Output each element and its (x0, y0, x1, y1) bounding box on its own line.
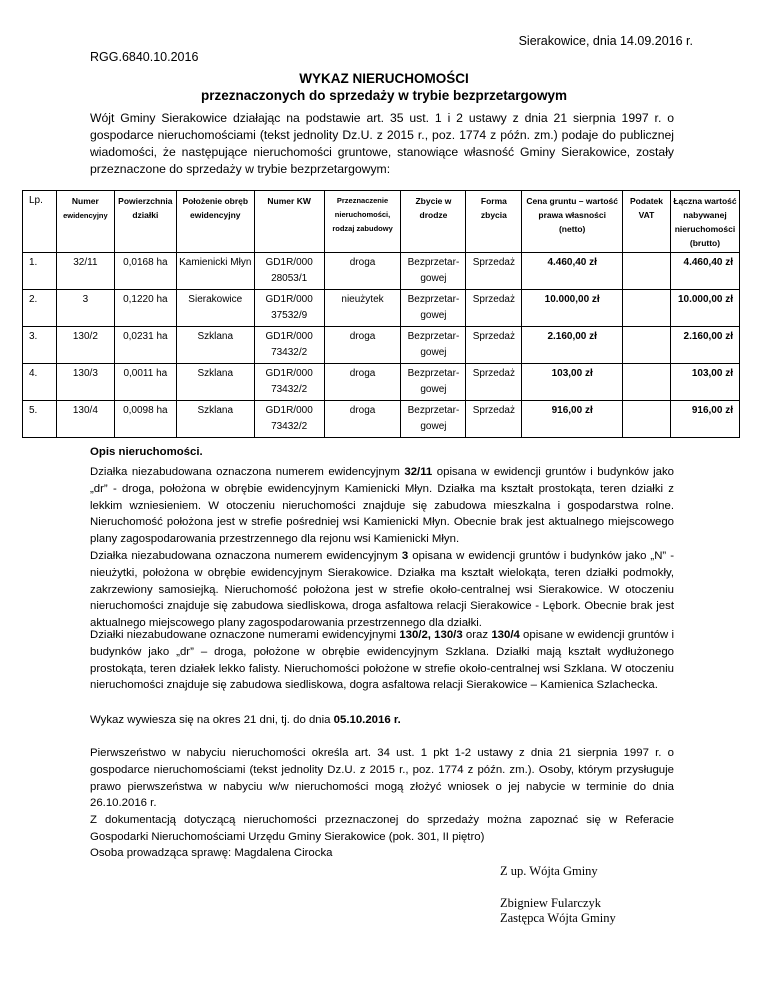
cell-vat (623, 364, 671, 401)
cell-cena: 4.460,40 zł (522, 253, 623, 290)
cell-powierzchnia: 0,1220 ha (114, 290, 176, 327)
table-row (23, 327, 740, 364)
signature-authority: Z up. Wójta Gminy (500, 864, 598, 878)
header-laczna: Łączna wartość nabywanej nieruchomości (brutto) (670, 191, 739, 253)
cell-przeznaczenie: nieużytek (324, 290, 401, 327)
cell-kw: GD1R/000 37532/9 (254, 290, 324, 327)
opis-paragraph-3: Działki niezabudowane oznaczone numerami ewidencyjnymi 130/2, 130/3 oraz 130/4 opisane w ewidencji gruntów i budynków jako „dr” – droga, położone w obrębie ewidencyjnym Szklana. Działki mają kształt wydłużonego prostokąta, teren działek lekko falisty. Nieruchomości położone w strefie około-centralnej wsi Szklana. W otoczeniu nieruchomości znajduje się zabudowa siedliskowa, dogra asfaltowa relacji Sierakowice – Kamienica Szlachecka. (90, 629, 674, 692)
cell-vat (623, 401, 671, 438)
cell-kw: GD1R/000 73432/2 (254, 327, 324, 364)
cell-vat (623, 327, 671, 364)
cell-polozenie: Sierakowice (176, 290, 254, 327)
cell-zbycie: Bezprzetar- gowej (401, 327, 466, 364)
cell-zbycie: Bezprzetar- gowej (401, 290, 466, 327)
table-row (23, 253, 740, 290)
cell-cena: 2.160,00 zł (522, 327, 623, 364)
signature-position: Zastępca Wójta Gminy (500, 911, 616, 925)
cell-kw: GD1R/000 73432/2 (254, 364, 324, 401)
title-line-1: WYKAZ NIERUCHOMOŚCI (299, 71, 469, 86)
cell-numer: 130/4 (56, 401, 114, 438)
dokumentacja-paragraph: Z dokumentacją dotyczącą nieruchomości przeznaczonej do sprzedaży można zapoznać się w Referacie Gospodarki Nieruchomościami Urzędu Gminy Sierakowice (pok. 301, II piętro) (90, 814, 674, 843)
header-polozenie: Położenie obręb ewidencyjny (176, 191, 254, 253)
cell-polozenie: Szklana (176, 401, 254, 438)
cell-laczna: 10.000,00 zł (670, 290, 739, 327)
cell-powierzchnia: 0,0168 ha (114, 253, 176, 290)
cell-lp: 5. (23, 401, 57, 438)
header-przeznaczenie: Przeznaczenie nieruchomości, rodzaj zabudowy (324, 191, 401, 253)
cell-polozenie: Kamienicki Młyn (176, 253, 254, 290)
cell-forma: Sprzedaż (466, 401, 522, 438)
wykaz-notice: Wykaz wywiesza się na okres 21 dni, tj. do dnia 05.10.2016 r. (90, 714, 401, 726)
header-zbycie: Zbycie w drodze (401, 191, 466, 253)
cell-vat (623, 290, 671, 327)
cell-laczna: 4.460,40 zł (670, 253, 739, 290)
cell-polozenie: Szklana (176, 364, 254, 401)
cell-zbycie: Bezprzetar- gowej (401, 364, 466, 401)
property-table (22, 190, 740, 438)
cell-lp: 4. (23, 364, 57, 401)
reference-number: RGG.6840.10.2016 (90, 50, 199, 64)
cell-kw: GD1R/000 28053/1 (254, 253, 324, 290)
cell-numer: 130/3 (56, 364, 114, 401)
cell-cena: 103,00 zł (522, 364, 623, 401)
title-line-2: przeznaczonych do sprzedaży w trybie bezprzetargowym (200, 88, 568, 103)
cell-polozenie: Szklana (176, 327, 254, 364)
cell-przeznaczenie: droga (324, 364, 401, 401)
opis-paragraph-2: Działka niezabudowana oznaczona numerem ewidencyjnym 3 opisana w ewidencji gruntów i budynków jako „N” - nieużytki, położona w obrębie ewidencyjnym Sierakowice. Działka ma kształt wielokąta, teren działki podmokły, zakrzewiony samosiejką. Nieruchomość położona jest w strefie około-centralnej wsi Sierakowice. W otoczeniu nieruchomości znajduje się zabudowa siedliskowa, droga asfaltowa relacji Sierakowice - Lębork. Obecnie brak jest aktualnego miejscowego plany zagospodarowania przestrzennego dla działki. (90, 550, 675, 630)
cell-zbycie: Bezprzetar- gowej (401, 401, 466, 438)
cell-powierzchnia: 0,0231 ha (114, 327, 176, 364)
header-kw: Numer KW (254, 191, 324, 253)
cell-laczna: 916,00 zł (670, 401, 739, 438)
header-vat: Podatek VAT (623, 191, 671, 253)
cell-numer: 130/2 (56, 327, 114, 364)
cell-powierzchnia: 0,0098 ha (114, 401, 176, 438)
document-title (0, 70, 768, 104)
cell-zbycie: Bezprzetar- gowej (401, 253, 466, 290)
cell-przeznaczenie: droga (324, 401, 401, 438)
table-row (23, 364, 740, 401)
table-row (23, 401, 740, 438)
header-forma: Forma zbycia (466, 191, 522, 253)
header-powierzchnia: Powierzchnia działki (114, 191, 176, 253)
opis-heading: Opis nieruchomości. (90, 446, 203, 458)
cell-lp: 2. (23, 290, 57, 327)
opis-paragraph-1: Działka niezabudowana oznaczona numerem ewidencyjnym 32/11 opisana w ewidencji gruntów i budynków jako „dr” - droga, położona w obrębie ewidencyjnym Kamienicki Młyn. Działka ma kształt prostokąta, teren działki z lekkim wzniesieniem. W otoczeniu nieruchomości znajduje się zabudowa mieszkalna i gospodarstwa rolne. Nieruchomość położona jest w strefie pośredniej wsi Kamienicki Młyn. Obecnie brak jest aktualnego miejscowego plany zagospodarowania przestrzennego dla rejonu wsi Kamienicki Młyn. (90, 466, 674, 546)
cell-cena: 10.000,00 zł (522, 290, 623, 327)
table-row (23, 290, 740, 327)
intro-paragraph: Wójt Gminy Sierakowice działając na podstawie art. 35 ust. 1 i 2 ustawy z dnia 21 sierpnia 1997 r. o gospodarce nieruchomościami (tekst jednolity Dz.U. z 2015 r., poz. 1774 z późn. zm.) podaje do publicznej wiadomości, że następujące nieruchomości gruntowe, stanowiące własność Gminy Sierakowice, zostały przeznaczone do sprzedaży w trybie bezprzetargowym: (90, 111, 674, 176)
cell-numer: 32/11 (56, 253, 114, 290)
cell-forma: Sprzedaż (466, 290, 522, 327)
header-numer: Numer ewidencyjny (56, 191, 114, 253)
signature-name: Zbigniew Fularczyk (500, 896, 602, 910)
cell-forma: Sprzedaż (466, 327, 522, 364)
pierwszenstwo-paragraph: Pierwszeństwo w nabyciu nieruchomości określa art. 34 ust. 1 pkt 1-2 ustawy z dnia 21 sierpnia 1997 r. o gospodarce nieruchomościami (tekst jednolity Dz.U. z 2015 r., poz. 1774 z późn. zm.). Osoby, którym przysługuje prawo pierwszeństwa w nabyciu w/w nieruchomości mogą złożyć wniosek o jej nabycie w terminie do dnia 26.10.2016 r. (90, 747, 674, 810)
osoba-prowadzaca: Osoba prowadząca sprawę: Magdalena Cirocka (90, 847, 333, 859)
cell-forma: Sprzedaż (466, 253, 522, 290)
cell-lp: 3. (23, 327, 57, 364)
header-lp: Lp. (23, 191, 57, 253)
cell-lp: 1. (23, 253, 57, 290)
cell-forma: Sprzedaż (466, 364, 522, 401)
cell-vat (623, 253, 671, 290)
cell-numer: 3 (56, 290, 114, 327)
header-cena: Cena gruntu – wartość prawa własności (netto) (522, 191, 623, 253)
cell-laczna: 103,00 zł (670, 364, 739, 401)
table-header-row (23, 191, 740, 253)
cell-kw: GD1R/000 73432/2 (254, 401, 324, 438)
cell-powierzchnia: 0,0011 ha (114, 364, 176, 401)
document-date: Sierakowice, dnia 14.09.2016 r. (518, 34, 693, 48)
cell-laczna: 2.160,00 zł (670, 327, 739, 364)
cell-cena: 916,00 zł (522, 401, 623, 438)
cell-przeznaczenie: droga (324, 253, 401, 290)
cell-przeznaczenie: droga (324, 327, 401, 364)
